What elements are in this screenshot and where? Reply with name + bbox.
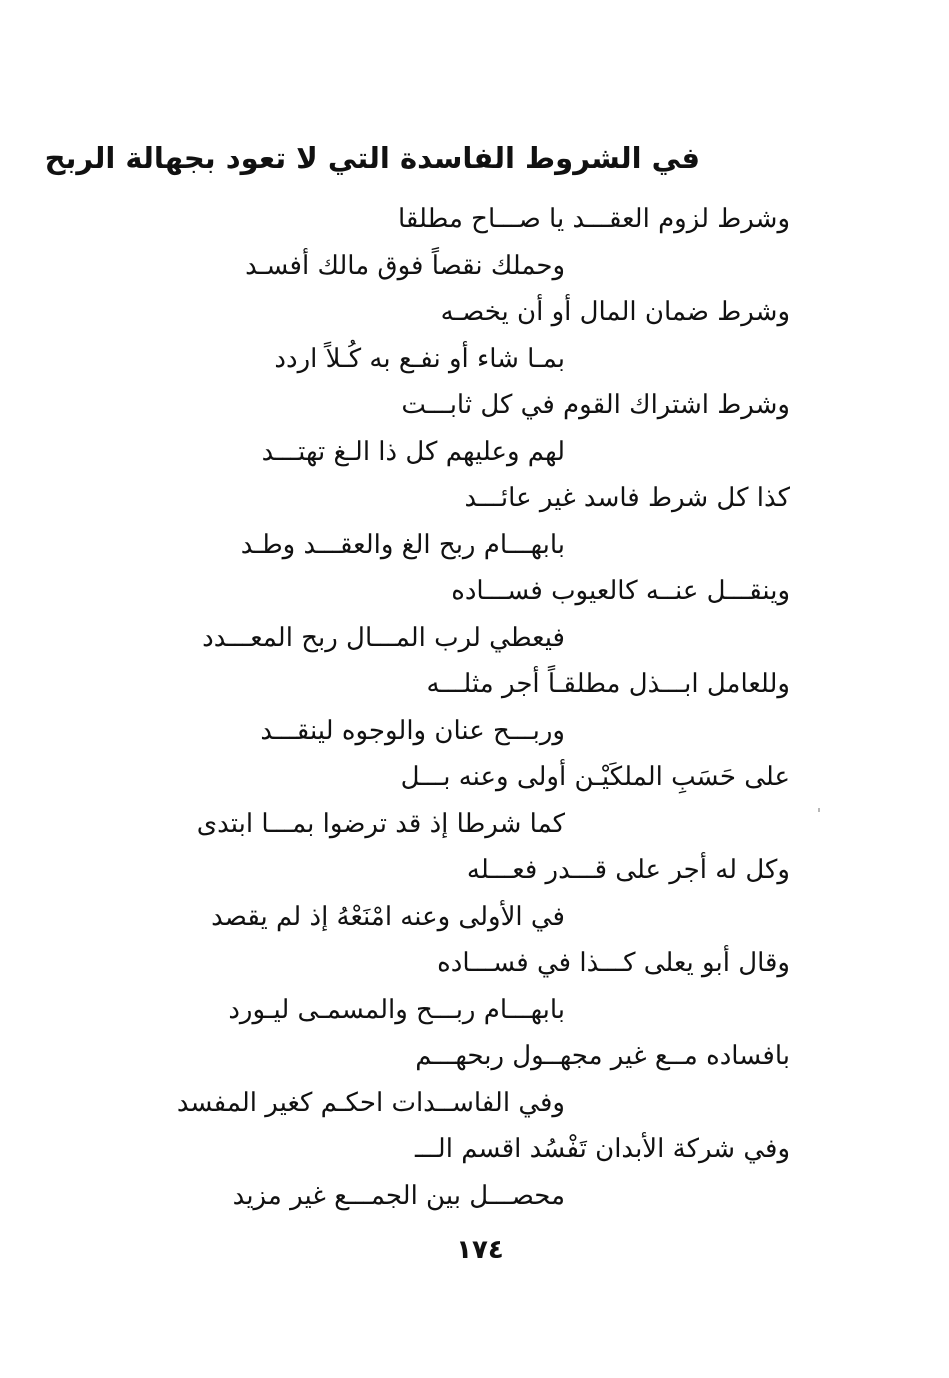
verse-line: وفي الفاســدات احكـم كغير المفسد — [176, 1087, 565, 1118]
verse-line: وينقـــل عنــه كالعيوب فســـاده — [451, 576, 790, 606]
verse-line: بابهـــام ربح الغ والعقـــد وطـد — [240, 529, 565, 560]
verse-line: على حَسَبِ الملكَيْـن أولى وعنه بـــل — [400, 762, 790, 792]
paper-speck — [818, 808, 820, 812]
verse-line: فيعطي لرب المـــال ربح المعـــدد — [202, 622, 565, 653]
section-title: في الشروط الفاسدة التي لا تعود بجهالة الربح — [44, 141, 700, 175]
verse-line: بمـا شاء أو نفـع به كُـلاً اردد — [274, 343, 565, 374]
verse-line: وشرط ضمان المال أو أن يخصـه — [440, 297, 790, 327]
verse-line: وكل له أجر على قـــدر فعـــله — [466, 855, 790, 885]
poem-verses — [170, 196, 790, 1219]
verse-line: وللعامل ابـــذل مطلقـاً أجر مثلـــه — [426, 669, 790, 699]
verse-line: وشرط اشتراك القوم في كل ثابـــت — [401, 390, 790, 420]
verse-line: بابهـــام ربـــح والمسمـى ليـورد — [228, 994, 565, 1025]
verse-line: في الأولى وعنه امْنَعْهُ إذ لم يقصد — [211, 901, 565, 932]
verse-line: لهم وعليهم كل ذا الـغ تهتـــد — [261, 436, 565, 467]
verse-line: وفي شركة الأبدان تَفْسُد اقسم الـــ — [414, 1134, 790, 1164]
verse-line: كذا كل شرط فاسد غير عائـــد — [464, 483, 790, 513]
verse-line: بافساده مــع غير مجهــول ربحهـــم — [415, 1041, 790, 1071]
verse-line: كما شرطا إذ قد ترضوا بمـــا ابتدى — [196, 808, 565, 839]
page-number: ١٧٤ — [456, 1235, 504, 1265]
verse-line: وشرط لزوم العقـــد يا صـــاح مطلقا — [397, 204, 790, 234]
verse-line: وربـــح عنان والوجوه لينقـــد — [260, 715, 565, 746]
verse-line: محصـــل بين الجمـــع غير مزيد — [232, 1180, 565, 1211]
verse-line: وقال أبو يعلى كـــذا في فســـاده — [437, 948, 790, 978]
verse-line: وحملك نقصاً فوق مالك أفسـد — [245, 250, 565, 281]
